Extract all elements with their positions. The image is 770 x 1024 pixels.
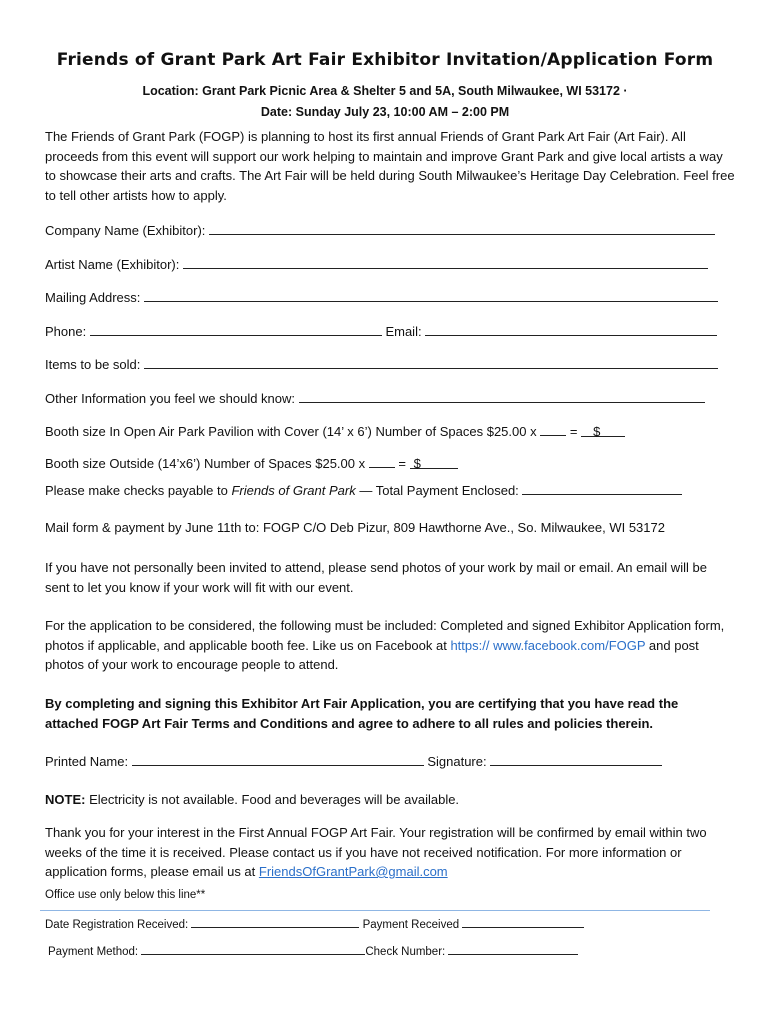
contact-email-link[interactable]: FriendsOfGrantPark@gmail.com: [258, 864, 448, 879]
company-name-label: Company Name (Exhibitor):: [45, 223, 206, 238]
phone-label: Phone:: [45, 324, 87, 339]
artist-name-field[interactable]: [183, 256, 708, 269]
signature-label: Signature:: [427, 754, 487, 769]
office-divider: [40, 910, 710, 911]
pavilion-equals: =: [569, 424, 578, 439]
checks-payee: Friends of Grant Park: [231, 483, 356, 498]
outside-dollar-sign: $: [413, 456, 421, 471]
pavilion-total-field[interactable]: [581, 424, 625, 437]
certify-paragraph: By completing and signing this Exhibitor Art Fair Application, you are certifying that you have read the attached FOGP Art Fair Terms and Conditions and agree to adhere to all rules and policies therein.: [45, 696, 679, 731]
pavilion-dollar-sign: $: [593, 424, 601, 439]
other-info-label: Other Information you feel we should know:: [45, 391, 296, 406]
other-info-field[interactable]: [299, 390, 705, 403]
pavilion-spaces-field[interactable]: [540, 423, 566, 436]
event-location: Location: Grant Park Picnic Area & Shelter 5 and 5A, South Milwaukee, WI 53172 ·: [142, 84, 628, 98]
date-received-label: Date Registration Received:: [45, 919, 189, 931]
items-label: Items to be sold:: [45, 357, 141, 372]
other-info-row: [45, 390, 705, 406]
company-name-row: [45, 222, 715, 238]
artist-name-row: [45, 256, 708, 272]
printed-name-label: Printed Name:: [45, 754, 129, 769]
pavilion-booth-label: Booth size In Open Air Park Pavilion with Cover (14’ x 6’) Number of Spaces $25.00 x: [45, 424, 537, 439]
form-title: Friends of Grant Park Art Fair Exhibitor Invitation/Application Form: [56, 50, 714, 70]
event-date: Date: Sunday July 23, 10:00 AM – 2:00 PM: [260, 105, 510, 119]
phone-email-row: [45, 323, 717, 339]
outside-spaces-field[interactable]: [369, 455, 395, 468]
email-field[interactable]: [425, 323, 717, 336]
thanks-text: Thank you for your interest in the First Annual FOGP Art Fair. Your registration will be confirmed by email within two weeks of the time it is received. Please contact us if you have not received notification. For more information or application forms, please email us at: [45, 825, 707, 879]
outside-total-field[interactable]: [410, 456, 458, 469]
printed-name-field[interactable]: [132, 753, 424, 766]
note-label: NOTE:: [45, 792, 86, 807]
payment-received-field[interactable]: [462, 917, 584, 928]
note-text: Electricity is not available. Food and beverages will be available.: [85, 792, 460, 807]
mail-form-text: Mail form & payment by June 11th to: FOGP C/O Deb Pizur, 809 Hawthorne Ave., So. Milwaukee, WI 53172: [45, 520, 665, 535]
items-row: [45, 356, 718, 372]
payment-received-label: Payment Received: [362, 919, 460, 931]
application-text-2: and post photos of your work to encourage people to attend.: [45, 637, 699, 672]
checks-row: [45, 482, 682, 498]
email-label: Email:: [385, 324, 422, 339]
mailing-address-field[interactable]: [144, 289, 718, 302]
outside-booth-row: [45, 455, 458, 471]
date-received-row: [45, 917, 584, 931]
phone-field[interactable]: [90, 323, 382, 336]
payment-method-row: [48, 944, 578, 958]
office-use-label: Office use only below this line**: [45, 889, 206, 901]
mailing-address-label: Mailing Address:: [45, 290, 141, 305]
intro-paragraph: The Friends of Grant Park (FOGP) is planning to host its first annual Friends of Grant Park Art Fair (Art Fair). All proceeds from this event will support our work helping to maintain and improve Grant Park and give local artists a way to showcase their arts and crafts. The Art Fair will be held during South Milwaukee’s Heritage Day Celebration. Feel free to tell other artists how to apply.: [45, 129, 735, 203]
signature-field[interactable]: [490, 753, 662, 766]
pavilion-booth-row: [45, 423, 625, 439]
outside-equals: =: [398, 456, 406, 471]
invite-note-paragraph: If you have not personally been invited to attend, please send photos of your work by mail or email. An email will be sent to let you know if your work will fit with our event.: [45, 560, 707, 595]
date-received-field[interactable]: [191, 917, 359, 928]
signature-row: [45, 753, 662, 769]
outside-booth-label: Booth size Outside (14’x6’) Number of Spaces $25.00 x: [45, 456, 366, 471]
items-field[interactable]: [144, 356, 718, 369]
note-row: [45, 792, 459, 807]
thanks-paragraph: [45, 823, 735, 882]
checks-prefix: Please make checks payable to: [45, 483, 232, 498]
check-number-field[interactable]: [448, 944, 578, 955]
payment-method-field[interactable]: [141, 944, 365, 955]
artist-name-label: Artist Name (Exhibitor):: [45, 257, 180, 272]
payment-method-label: Payment Method:: [48, 946, 139, 958]
application-paragraph: [45, 616, 735, 675]
total-payment-field[interactable]: [522, 482, 682, 495]
check-number-label: Check Number:: [365, 946, 446, 958]
application-text-1: For the application to be considered, the following must be included: Completed and signed Exhibitor Application form, photos if applicable, and applicable booth fee. Like us on Facebook at: [45, 618, 725, 653]
checks-suffix: — Total Payment Enclosed:: [355, 483, 519, 498]
company-name-field[interactable]: [209, 222, 715, 235]
mailing-address-row: [45, 289, 718, 305]
facebook-link[interactable]: https:// www.facebook.com/FOGP: [450, 637, 646, 653]
